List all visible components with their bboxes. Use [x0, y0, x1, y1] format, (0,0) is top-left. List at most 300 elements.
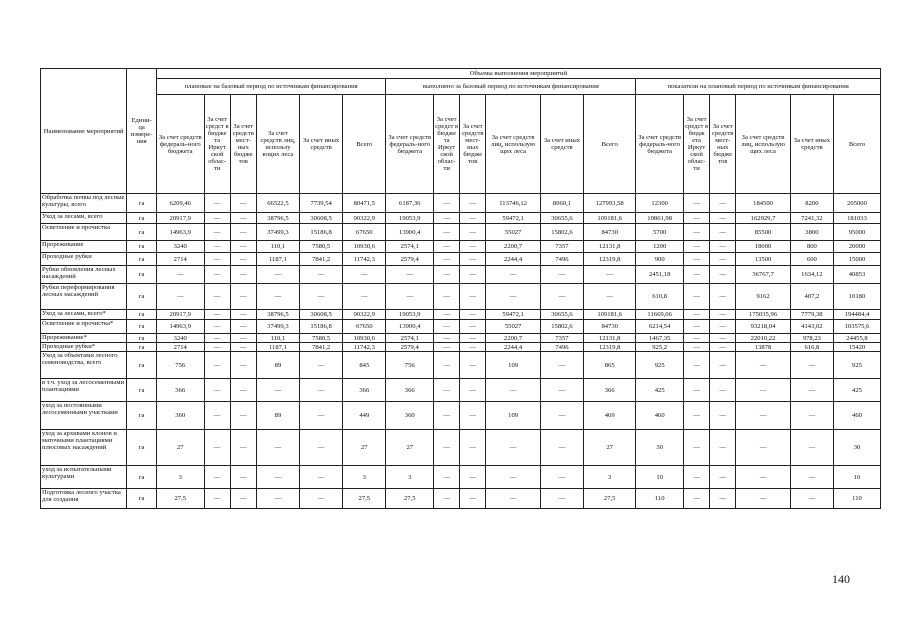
- row-unit: га: [127, 466, 157, 489]
- row-value: 460: [636, 402, 684, 430]
- row-value: 3: [386, 466, 434, 489]
- row-value: 20917,9: [156, 310, 204, 320]
- row-value: 27: [386, 430, 434, 466]
- row-value: —: [790, 402, 833, 430]
- table-row: [41, 466, 881, 489]
- table-row: [41, 489, 881, 509]
- row-value: 27,5: [343, 489, 386, 509]
- row-value: —: [434, 213, 460, 224]
- row-value: 360: [156, 402, 204, 430]
- row-value: —: [684, 402, 710, 430]
- row-value: —: [230, 310, 256, 320]
- row-value: 2200,7: [486, 241, 541, 253]
- row-value: —: [684, 241, 710, 253]
- row-value: —: [486, 266, 541, 284]
- row-value: —: [684, 334, 710, 343]
- table-row: [41, 379, 881, 402]
- row-value: 11742,3: [343, 343, 386, 352]
- row-value: 12300: [636, 194, 684, 213]
- row-value: —: [156, 266, 204, 284]
- header-subcol: Всего: [833, 95, 880, 194]
- row-activity-name: Прореживание*: [41, 334, 127, 343]
- row-value: 610,8: [636, 284, 684, 310]
- row-value: —: [204, 466, 230, 489]
- header-group-done-base: выполнено за базовый период по источникам финансирования: [386, 79, 636, 95]
- row-value: —: [256, 489, 299, 509]
- header-group-plan-period: показатели на плановый период по источникам финансирования: [636, 79, 881, 95]
- table-row: [41, 343, 881, 352]
- header-subcol: За счет средств федераль-ного бюджета: [636, 95, 684, 194]
- row-value: 13900,4: [386, 320, 434, 334]
- row-value: —: [434, 310, 460, 320]
- row-value: 2579,4: [386, 253, 434, 266]
- row-value: 38796,5: [256, 213, 299, 224]
- row-value: 162929,7: [736, 213, 791, 224]
- row-value: —: [540, 284, 583, 310]
- row-value: 84730: [584, 320, 636, 334]
- row-value: 3240: [156, 241, 204, 253]
- row-value: 925: [636, 352, 684, 379]
- row-value: —: [434, 194, 460, 213]
- row-value: —: [684, 266, 710, 284]
- header-subcol: За счет средст в бюдже та Иркут ской облас-ти: [204, 95, 230, 194]
- row-value: —: [204, 430, 230, 466]
- row-activity-name: Подготовка лесного участка для создания: [41, 489, 127, 509]
- row-value: 22010,22: [736, 334, 791, 343]
- row-value: 1634,12: [790, 266, 833, 284]
- row-value: —: [230, 241, 256, 253]
- row-value: 3: [156, 466, 204, 489]
- table-row: [41, 266, 881, 284]
- table-row: [41, 213, 881, 224]
- table-row: [41, 352, 881, 379]
- row-value: 360: [386, 402, 434, 430]
- row-value: —: [204, 310, 230, 320]
- row-value: 15802,6: [540, 224, 583, 241]
- row-value: 12131,8: [584, 241, 636, 253]
- row-value: —: [230, 194, 256, 213]
- row-value: —: [736, 430, 791, 466]
- row-value: 27: [156, 430, 204, 466]
- row-value: 110: [636, 489, 684, 509]
- row-value: 7841,2: [300, 343, 343, 352]
- row-value: 10861,98: [636, 213, 684, 224]
- row-value: 7779,38: [790, 310, 833, 320]
- row-value: —: [684, 379, 710, 402]
- activities-volume-table: [40, 68, 881, 509]
- row-value: —: [790, 430, 833, 466]
- row-unit: га: [127, 334, 157, 343]
- row-value: —: [460, 241, 486, 253]
- row-activity-name: уход за испытательными культурами: [41, 466, 127, 489]
- row-value: —: [540, 489, 583, 509]
- row-value: 2451,18: [636, 266, 684, 284]
- header-subcol: Всего: [343, 95, 386, 194]
- row-value: 2714: [156, 253, 204, 266]
- row-value: —: [230, 379, 256, 402]
- row-value: —: [710, 224, 736, 241]
- row-value: —: [584, 284, 636, 310]
- row-value: 425: [636, 379, 684, 402]
- row-value: —: [736, 489, 791, 509]
- table-row: [41, 334, 881, 343]
- row-value: —: [540, 430, 583, 466]
- row-value: 616,8: [790, 343, 833, 352]
- row-value: 2244,4: [486, 343, 541, 352]
- row-value: 600: [790, 253, 833, 266]
- row-value: —: [230, 224, 256, 241]
- table-row: [41, 253, 881, 266]
- row-value: 6187,36: [386, 194, 434, 213]
- row-value: 27: [343, 430, 386, 466]
- row-value: —: [230, 343, 256, 352]
- row-unit: га: [127, 430, 157, 466]
- row-value: —: [710, 266, 736, 284]
- row-value: —: [300, 430, 343, 466]
- row-value: 13500: [736, 253, 791, 266]
- row-value: 30608,5: [300, 310, 343, 320]
- row-activity-name: Уход за объектами лесного семеноводства, всего: [41, 352, 127, 379]
- row-value: —: [204, 284, 230, 310]
- row-activity-name: Рубки обновления лесных насаждений: [41, 266, 127, 284]
- row-value: —: [204, 489, 230, 509]
- row-value: 38796,5: [256, 310, 299, 320]
- row-value: —: [790, 379, 833, 402]
- row-value: 15000: [833, 253, 880, 266]
- row-value: 10: [636, 466, 684, 489]
- row-value: —: [736, 352, 791, 379]
- row-value: 845: [343, 352, 386, 379]
- row-unit: га: [127, 241, 157, 253]
- header-subcol: За счет иных средств: [790, 95, 833, 194]
- row-value: 10180: [833, 284, 880, 310]
- row-activity-name: Осветление и прочистка: [41, 224, 127, 241]
- row-value: 925,2: [636, 343, 684, 352]
- row-value: 10930,6: [343, 334, 386, 343]
- row-value: 80471,5: [343, 194, 386, 213]
- row-value: 1187,1: [256, 253, 299, 266]
- row-value: 7580,5: [300, 334, 343, 343]
- row-value: —: [256, 379, 299, 402]
- row-value: 110,1: [256, 241, 299, 253]
- row-value: 2200,7: [486, 334, 541, 343]
- row-activity-name: Проходные рубки: [41, 253, 127, 266]
- row-value: —: [460, 430, 486, 466]
- row-value: 27,5: [156, 489, 204, 509]
- row-value: 93218,04: [736, 320, 791, 334]
- row-value: 110,1: [256, 334, 299, 343]
- row-value: —: [230, 402, 256, 430]
- row-value: 460: [833, 402, 880, 430]
- row-value: —: [684, 352, 710, 379]
- row-value: 36767,7: [736, 266, 791, 284]
- row-value: —: [710, 352, 736, 379]
- row-value: —: [710, 379, 736, 402]
- row-value: 425: [833, 379, 880, 402]
- row-value: 1467,35: [636, 334, 684, 343]
- row-value: —: [256, 430, 299, 466]
- row-value: —: [386, 266, 434, 284]
- row-value: —: [343, 266, 386, 284]
- row-value: —: [434, 430, 460, 466]
- row-value: —: [204, 402, 230, 430]
- row-value: —: [540, 266, 583, 284]
- row-value: 18000: [736, 241, 791, 253]
- row-value: —: [684, 489, 710, 509]
- row-value: 19053,9: [386, 213, 434, 224]
- header-subcol: За счет иных средств: [540, 95, 583, 194]
- row-value: 3: [343, 466, 386, 489]
- row-value: 30655,6: [540, 310, 583, 320]
- row-value: 11742,3: [343, 253, 386, 266]
- row-value: —: [486, 284, 541, 310]
- row-value: 89: [256, 352, 299, 379]
- table-row: [41, 430, 881, 466]
- row-value: —: [300, 466, 343, 489]
- row-value: 59472,1: [486, 310, 541, 320]
- row-value: —: [156, 284, 204, 310]
- row-value: 15186,8: [300, 320, 343, 334]
- row-unit: га: [127, 284, 157, 310]
- row-value: 7241,32: [790, 213, 833, 224]
- row-value: —: [584, 266, 636, 284]
- row-value: 407,2: [790, 284, 833, 310]
- table-row: [41, 241, 881, 253]
- row-value: 194484,4: [833, 310, 880, 320]
- row-value: —: [204, 266, 230, 284]
- row-value: —: [460, 253, 486, 266]
- row-value: 756: [386, 352, 434, 379]
- row-unit: га: [127, 266, 157, 284]
- row-value: 366: [584, 379, 636, 402]
- row-value: —: [204, 241, 230, 253]
- row-value: —: [790, 466, 833, 489]
- row-value: —: [256, 266, 299, 284]
- row-value: —: [230, 320, 256, 334]
- header-activity-name: Наименование мероприятий: [41, 69, 127, 194]
- row-value: 12319,8: [584, 253, 636, 266]
- table-row: [41, 224, 881, 241]
- row-value: —: [460, 266, 486, 284]
- row-value: —: [486, 466, 541, 489]
- row-value: 10: [833, 466, 880, 489]
- row-value: 67650: [343, 224, 386, 241]
- row-value: 110: [833, 489, 880, 509]
- header-volumes: Объемы выполнения мероприятий: [156, 69, 880, 79]
- row-value: 2714: [156, 343, 204, 352]
- row-value: —: [434, 379, 460, 402]
- row-value: 4143,02: [790, 320, 833, 334]
- row-value: —: [460, 320, 486, 334]
- row-value: —: [230, 352, 256, 379]
- table-row: [41, 402, 881, 430]
- row-value: 8060,1: [540, 194, 583, 213]
- row-value: 27,5: [584, 489, 636, 509]
- row-activity-name: в т.ч. уход за лесосеменными плантациями: [41, 379, 127, 402]
- row-value: 113746,12: [486, 194, 541, 213]
- row-value: 366: [156, 379, 204, 402]
- row-unit: га: [127, 343, 157, 352]
- row-value: 13900,4: [386, 224, 434, 241]
- row-value: 2244,4: [486, 253, 541, 266]
- row-value: —: [460, 379, 486, 402]
- row-activity-name: уход за архивами клонов и маточными плантациями плюсовых насаждений: [41, 430, 127, 466]
- row-value: —: [460, 489, 486, 509]
- row-activity-name: Уход за лесами, всего*: [41, 310, 127, 320]
- row-value: —: [710, 194, 736, 213]
- row-value: 30: [833, 430, 880, 466]
- row-value: —: [230, 466, 256, 489]
- row-activity-name: уход за постоянными лесосеменными участками: [41, 402, 127, 430]
- row-value: 89: [256, 402, 299, 430]
- row-value: 37499,3: [256, 320, 299, 334]
- header-subcol: За счет средств федераль-ного бюджета: [156, 95, 204, 194]
- row-value: 90322,9: [343, 213, 386, 224]
- row-unit: га: [127, 194, 157, 213]
- row-value: 15802,6: [540, 320, 583, 334]
- row-value: 8200: [790, 194, 833, 213]
- row-unit: га: [127, 402, 157, 430]
- row-value: —: [300, 284, 343, 310]
- row-value: —: [300, 379, 343, 402]
- row-activity-name: Осветление и прочистка*: [41, 320, 127, 334]
- header-subcol: За счет средств мест-ных бюдже тов: [230, 95, 256, 194]
- row-value: 12319,8: [584, 343, 636, 352]
- row-value: 14963,9: [156, 320, 204, 334]
- row-value: —: [434, 352, 460, 379]
- row-value: —: [230, 266, 256, 284]
- row-value: 109181,6: [584, 213, 636, 224]
- row-value: —: [204, 213, 230, 224]
- row-activity-name: Уход за лесами, всего: [41, 213, 127, 224]
- row-value: —: [230, 284, 256, 310]
- row-value: 184500: [736, 194, 791, 213]
- row-value: —: [460, 334, 486, 343]
- row-value: 7580,5: [300, 241, 343, 253]
- row-value: —: [300, 266, 343, 284]
- header-subcol: За счет средств лиц, использу ющих леса: [256, 95, 299, 194]
- row-value: 175035,96: [736, 310, 791, 320]
- row-value: —: [434, 343, 460, 352]
- row-value: —: [486, 489, 541, 509]
- row-value: 181033: [833, 213, 880, 224]
- row-value: —: [204, 320, 230, 334]
- row-value: 900: [636, 253, 684, 266]
- row-value: 800: [790, 241, 833, 253]
- row-value: —: [256, 284, 299, 310]
- row-value: —: [256, 466, 299, 489]
- row-value: —: [204, 379, 230, 402]
- row-value: —: [684, 253, 710, 266]
- row-value: 84730: [584, 224, 636, 241]
- row-activity-name: Рубки переформирования лесных насаждений: [41, 284, 127, 310]
- document-table-area: [40, 68, 881, 509]
- row-value: 19053,9: [386, 310, 434, 320]
- row-value: 13878: [736, 343, 791, 352]
- row-value: —: [684, 343, 710, 352]
- row-unit: га: [127, 310, 157, 320]
- row-value: —: [434, 266, 460, 284]
- row-value: 1187,1: [256, 343, 299, 352]
- row-value: —: [300, 352, 343, 379]
- row-activity-name: Прореживание: [41, 241, 127, 253]
- row-value: —: [710, 241, 736, 253]
- row-value: —: [540, 379, 583, 402]
- row-value: 925: [833, 352, 880, 379]
- header-subcol: За счет средств мест-ных бюдже тов: [710, 95, 736, 194]
- row-activity-name: Обработка почвы под лесные культуры, всего: [41, 194, 127, 213]
- row-value: 1200: [636, 241, 684, 253]
- row-value: —: [710, 334, 736, 343]
- row-value: 90322,9: [343, 310, 386, 320]
- row-value: 15420: [833, 343, 880, 352]
- row-value: 30608,5: [300, 213, 343, 224]
- row-value: —: [343, 284, 386, 310]
- header-subcol: За счет средств лиц, использую щих леса: [736, 95, 791, 194]
- table-row: [41, 194, 881, 213]
- row-value: —: [204, 334, 230, 343]
- row-value: 10930,6: [343, 241, 386, 253]
- row-value: —: [710, 489, 736, 509]
- row-value: —: [710, 310, 736, 320]
- row-value: —: [684, 213, 710, 224]
- row-value: —: [460, 284, 486, 310]
- row-value: —: [460, 310, 486, 320]
- row-value: —: [230, 253, 256, 266]
- row-value: —: [386, 284, 434, 310]
- row-value: —: [300, 489, 343, 509]
- row-value: —: [460, 402, 486, 430]
- row-value: 30: [636, 430, 684, 466]
- row-value: 40853: [833, 266, 880, 284]
- row-value: —: [230, 489, 256, 509]
- row-value: —: [230, 213, 256, 224]
- row-value: —: [230, 430, 256, 466]
- row-value: —: [434, 402, 460, 430]
- row-value: 109: [486, 402, 541, 430]
- row-value: 67650: [343, 320, 386, 334]
- row-value: 109: [486, 352, 541, 379]
- row-value: 7357: [540, 334, 583, 343]
- row-value: —: [736, 402, 791, 430]
- row-value: —: [710, 402, 736, 430]
- row-value: —: [460, 352, 486, 379]
- row-value: —: [434, 253, 460, 266]
- row-value: 7739,54: [300, 194, 343, 213]
- row-value: —: [434, 241, 460, 253]
- table-row: [41, 284, 881, 310]
- row-value: —: [710, 466, 736, 489]
- row-value: 366: [386, 379, 434, 402]
- row-unit: га: [127, 320, 157, 334]
- row-value: —: [684, 466, 710, 489]
- row-unit: га: [127, 253, 157, 266]
- row-value: —: [460, 466, 486, 489]
- row-value: 66522,5: [256, 194, 299, 213]
- row-value: 20000: [833, 241, 880, 253]
- header-group-planned-base: плановые на базовый период по источникам финансирования: [156, 79, 385, 95]
- header-subcol: За счет средств лиц, использую щих леса: [486, 95, 541, 194]
- row-value: 2574,1: [386, 334, 434, 343]
- row-value: 756: [156, 352, 204, 379]
- header-subcol: За счет средст в бюдже та Иркут ской облас-ти: [434, 95, 460, 194]
- row-value: 55027: [486, 224, 541, 241]
- row-value: —: [204, 343, 230, 352]
- row-value: —: [434, 489, 460, 509]
- row-value: 37499,3: [256, 224, 299, 241]
- row-value: —: [460, 224, 486, 241]
- row-value: 103575,6: [833, 320, 880, 334]
